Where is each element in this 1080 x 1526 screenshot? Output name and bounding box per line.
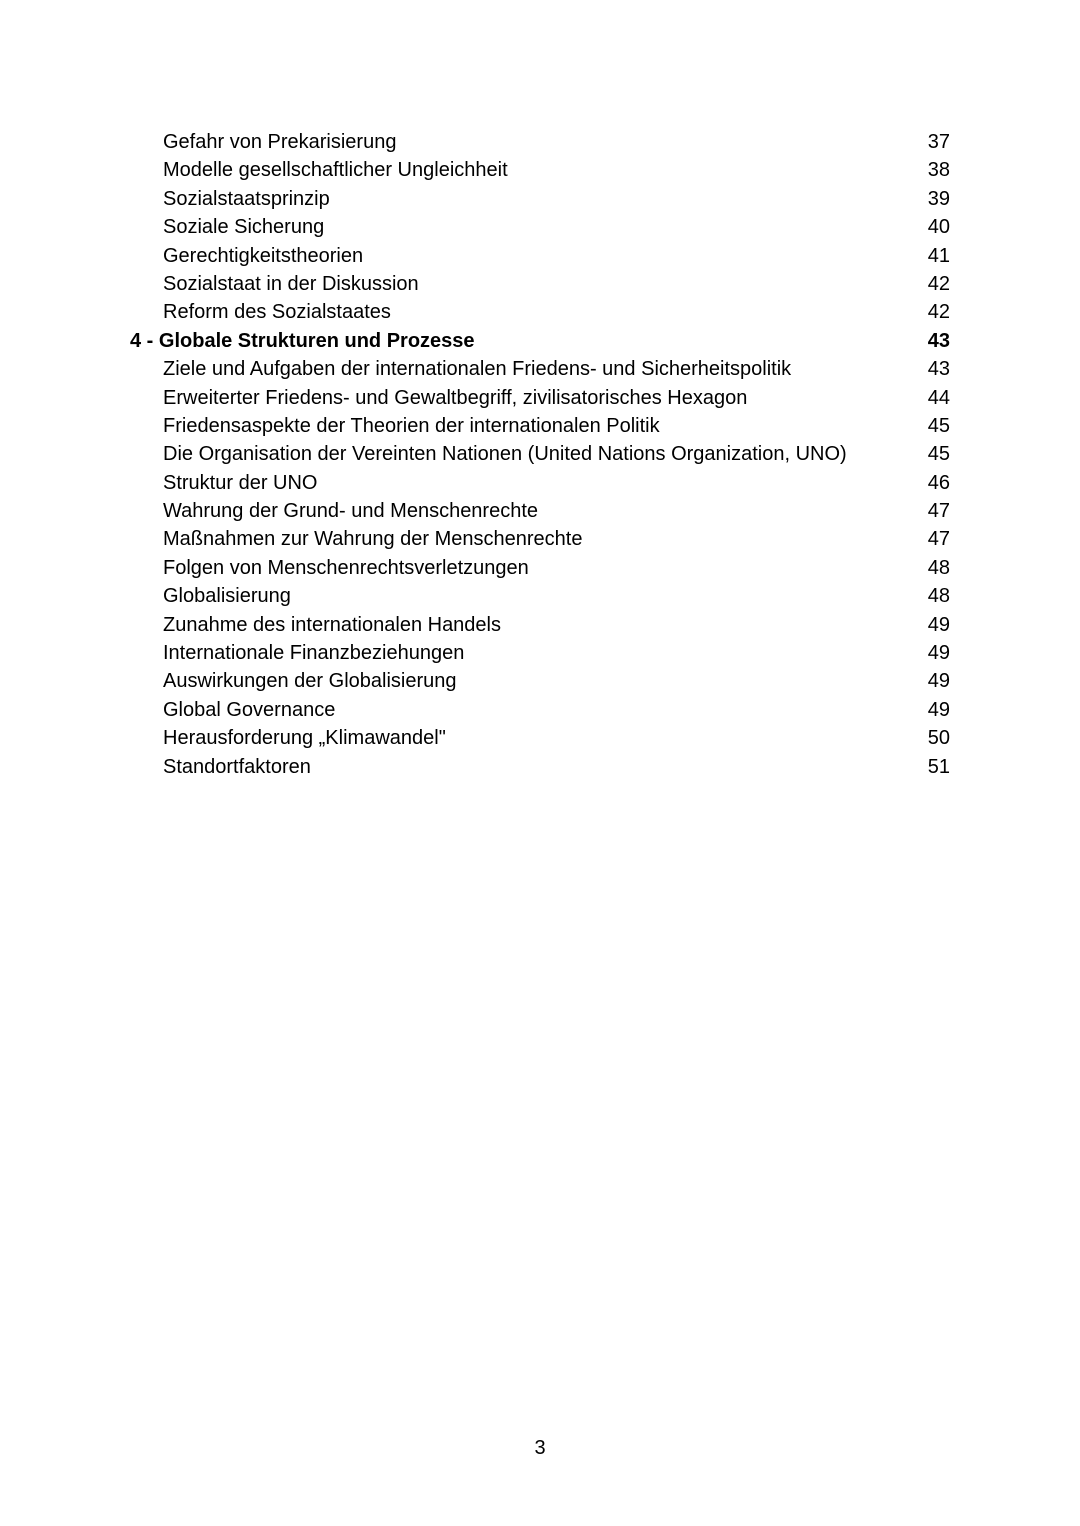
toc-entry-page: 48 [927, 585, 950, 608]
toc-entry-label: Reform des Sozialstaates [163, 301, 391, 324]
toc-entry-label: Soziale Sicherung [163, 216, 325, 239]
toc-entry-page: 42 [927, 272, 950, 295]
toc-entry [0, 497, 1080, 525]
toc-entry [0, 525, 1080, 553]
toc-entry [0, 440, 1080, 468]
toc-entry [0, 753, 1080, 781]
toc-entry-page: 51 [927, 755, 950, 778]
toc-entry [0, 724, 1080, 752]
toc-entry [0, 298, 1080, 326]
toc-entry-page: 43 [927, 329, 950, 352]
table-of-contents [0, 128, 1080, 781]
toc-entry-page: 49 [927, 613, 950, 636]
toc-entry-page: 47 [927, 528, 950, 551]
toc-entry-page: 49 [927, 670, 950, 693]
toc-entry-page: 46 [927, 471, 950, 494]
toc-entry-page: 44 [927, 386, 950, 409]
toc-entry [0, 469, 1080, 497]
toc-entry [0, 412, 1080, 440]
toc-entry [0, 156, 1080, 184]
toc-entry [0, 270, 1080, 298]
toc-entry-page: 47 [927, 500, 950, 523]
toc-entry-label: Sozialstaat in der Diskussion [163, 272, 419, 295]
toc-entry [0, 667, 1080, 695]
toc-entry [0, 355, 1080, 383]
toc-entry-label: Folgen von Menschenrechtsverletzungen [163, 556, 529, 579]
toc-entry-page: 42 [927, 301, 950, 324]
toc-entry-page: 43 [927, 358, 950, 381]
toc-entry [0, 611, 1080, 639]
toc-entry-page: 49 [927, 642, 950, 665]
toc-entry-label: Standortfaktoren [163, 755, 311, 778]
toc-entry-label: 4 - Globale Strukturen und Prozesse [130, 329, 475, 352]
toc-entry-label: Modelle gesellschaftlicher Ungleichheit [163, 159, 508, 182]
page-number: 3 [534, 1437, 546, 1459]
toc-entry [0, 582, 1080, 610]
toc-entry-label: Auswirkungen der Globalisierung [163, 670, 457, 693]
toc-entry [0, 384, 1080, 412]
toc-entry-label: Globalisierung [163, 585, 291, 608]
toc-entry-label: Herausforderung „Klimawandel" [163, 727, 446, 750]
toc-entry-page: 49 [927, 698, 950, 721]
toc-entry-page: 48 [927, 556, 950, 579]
toc-entry-label: Erweiterter Friedens- und Gewaltbegriff, zivilisatorisches Hexagon [163, 386, 748, 409]
toc-entry [0, 185, 1080, 213]
toc-entry [0, 128, 1080, 156]
toc-entry-page: 41 [927, 244, 950, 267]
toc-entry-label: Friedensaspekte der Theorien der internationalen Politik [163, 414, 660, 437]
toc-entry-label: Struktur der UNO [163, 471, 318, 494]
toc-section-heading [0, 327, 1080, 355]
toc-entry-label: Ziele und Aufgaben der internationalen Friedens- und Sicherheitspolitik [163, 358, 792, 381]
toc-entry-label: Wahrung der Grund- und Menschenrechte [163, 500, 539, 523]
toc-entry-label: Global Governance [163, 698, 336, 721]
toc-entry [0, 554, 1080, 582]
toc-entry-label: Maßnahmen zur Wahrung der Menschenrechte [163, 528, 583, 551]
toc-entry-page: 50 [927, 727, 950, 750]
toc-entry-label: Zunahme des internationalen Handels [163, 613, 501, 636]
toc-entry-label: Internationale Finanzbeziehungen [163, 642, 465, 665]
toc-entry-page: 39 [927, 187, 950, 210]
toc-entry-label: Gerechtigkeitstheorien [163, 244, 364, 267]
toc-entry-page: 45 [927, 414, 950, 437]
toc-entry [0, 696, 1080, 724]
toc-entry [0, 242, 1080, 270]
toc-entry-label: Sozialstaatsprinzip [163, 187, 330, 210]
toc-entry-page: 45 [927, 443, 950, 466]
toc-entry-label: Gefahr von Prekarisierung [163, 131, 397, 153]
toc-entry [0, 213, 1080, 241]
toc-entry [0, 639, 1080, 667]
toc-entry-page: 38 [927, 159, 950, 182]
toc-entry-label: Die Organisation der Vereinten Nationen (United Nations Organization, UNO) [163, 443, 847, 466]
toc-entry-page: 40 [927, 216, 950, 239]
toc-entry-page: 37 [927, 131, 950, 153]
